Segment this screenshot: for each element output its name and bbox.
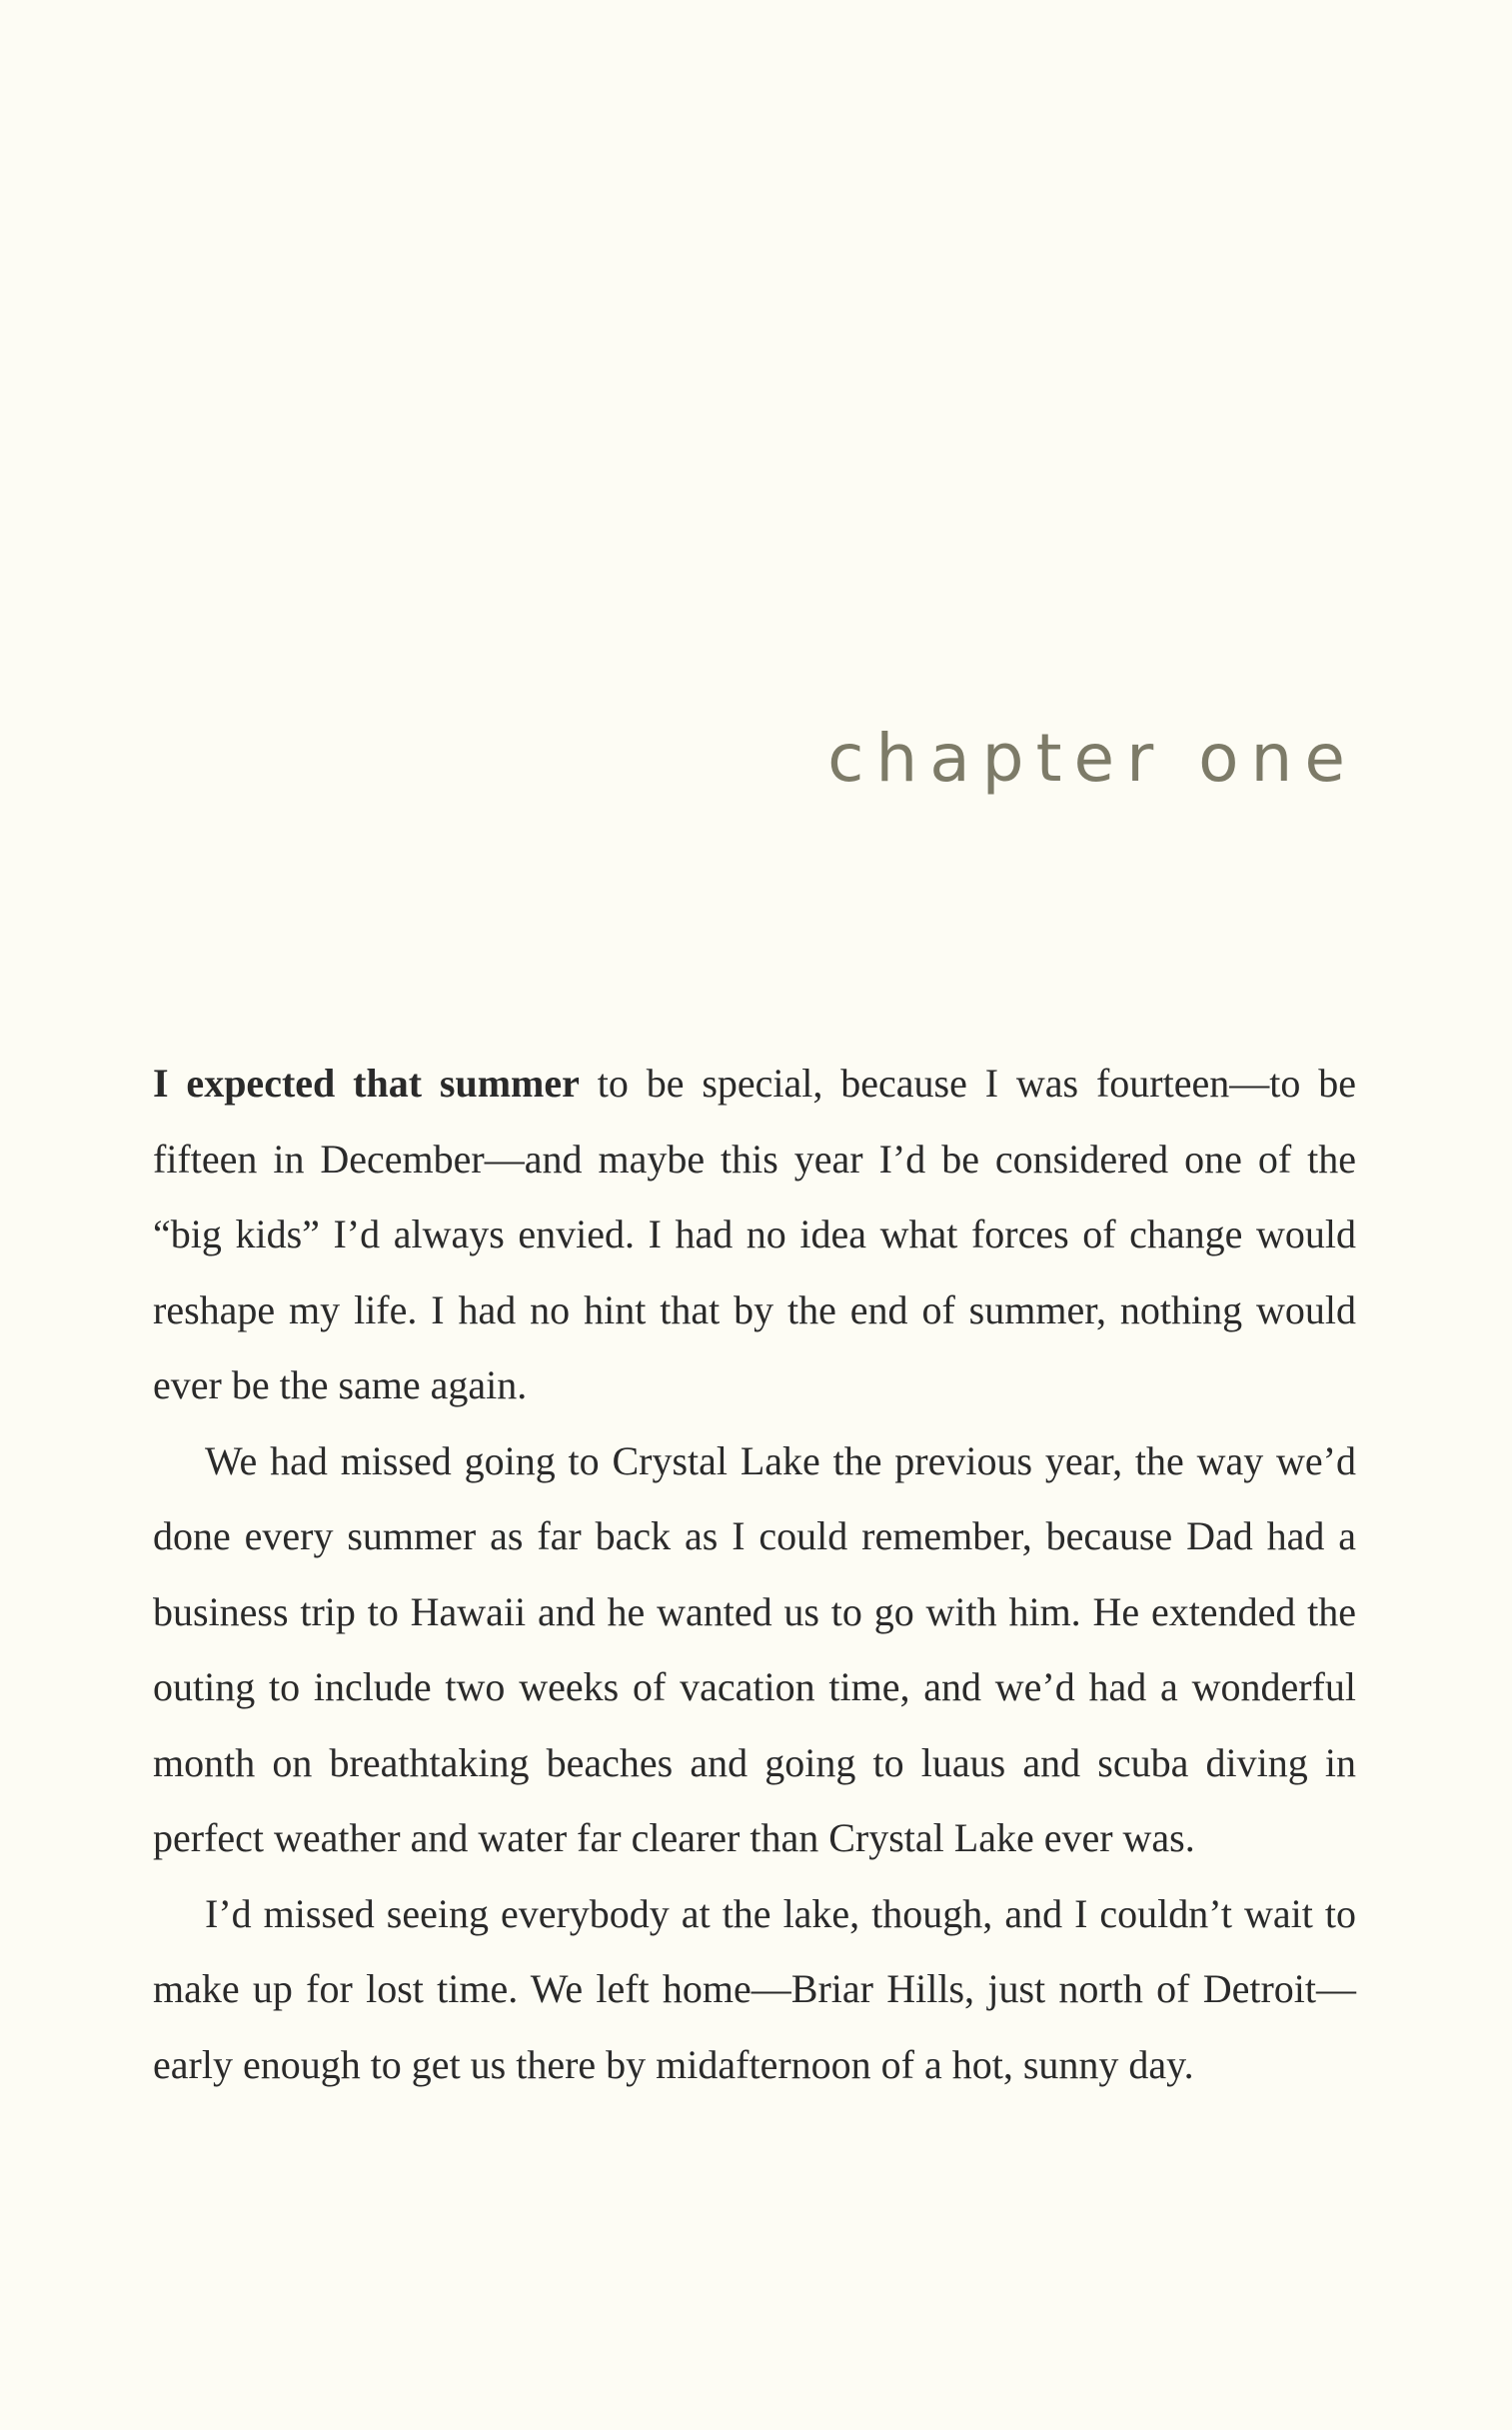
chapter-heading: chapter one xyxy=(827,720,1357,797)
paragraph-2: We had missed going to Crystal Lake the previous year, the way we’d done every summer as far back as I could remember, because Dad had a business trip to Hawaii and he wanted us to go with him. He extended the outing to include two weeks of vacation time, and we’d had a wonderful month on breathtaking beaches and going to luaus and scuba diving in perfect weather and water far clearer than Crystal Lake ever was. xyxy=(153,1437,1356,1860)
paragraph-lead-in: I expected that summer xyxy=(153,1061,580,1106)
chapter-body xyxy=(153,1046,1356,2102)
paragraph-1 xyxy=(153,1046,1356,1423)
paragraph-3: I’d missed seeing everybody at the lake, though, and I couldn’t wait to make up for lost time. We left home—Briar Hills, just north of Detroit—early enough to get us there by midafternoon of a hot, sunny day. xyxy=(153,1890,1356,2087)
paragraph-1-text: to be special, because I was fourteen—to be fifteen in December—and maybe this year I’d be considered one of the “big kids” I’d always envied. I had no idea what forces of change would reshape my life. I had no hint that by the end of summer, nothing would ever be the same again. xyxy=(153,1061,1356,1407)
